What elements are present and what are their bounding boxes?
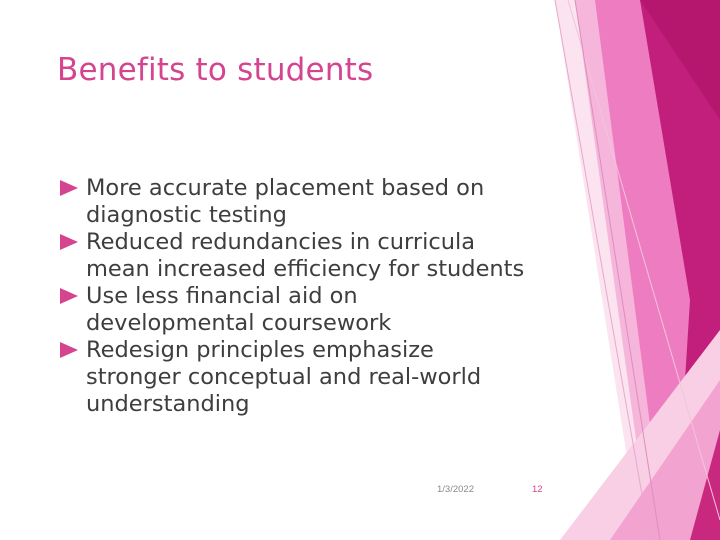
bullet-text: Use less financial aid on developmental coursework bbox=[86, 283, 392, 336]
bullet-item bbox=[58, 337, 528, 418]
slide-number: 12 bbox=[532, 484, 543, 495]
bullet-item bbox=[58, 283, 528, 337]
bullet-triangle-icon bbox=[58, 286, 80, 306]
bullet-triangle-icon bbox=[58, 178, 80, 198]
bullet-text: Reduced redundancies in curricula mean increased efficiency for students bbox=[86, 229, 525, 282]
bullet-text: Redesign principles emphasize stronger conceptual and real-world understanding bbox=[86, 337, 482, 417]
bullet-triangle-icon bbox=[58, 340, 80, 360]
bullet-text: More accurate placement based on diagnostic testing bbox=[86, 175, 485, 228]
slide-title: Benefits to students bbox=[57, 52, 374, 88]
bullet-triangle-icon bbox=[58, 232, 80, 252]
bullet-list bbox=[58, 175, 528, 418]
bullet-item bbox=[58, 229, 528, 283]
footer-date: 1/3/2022 bbox=[437, 484, 474, 495]
bullet-item bbox=[58, 175, 528, 229]
